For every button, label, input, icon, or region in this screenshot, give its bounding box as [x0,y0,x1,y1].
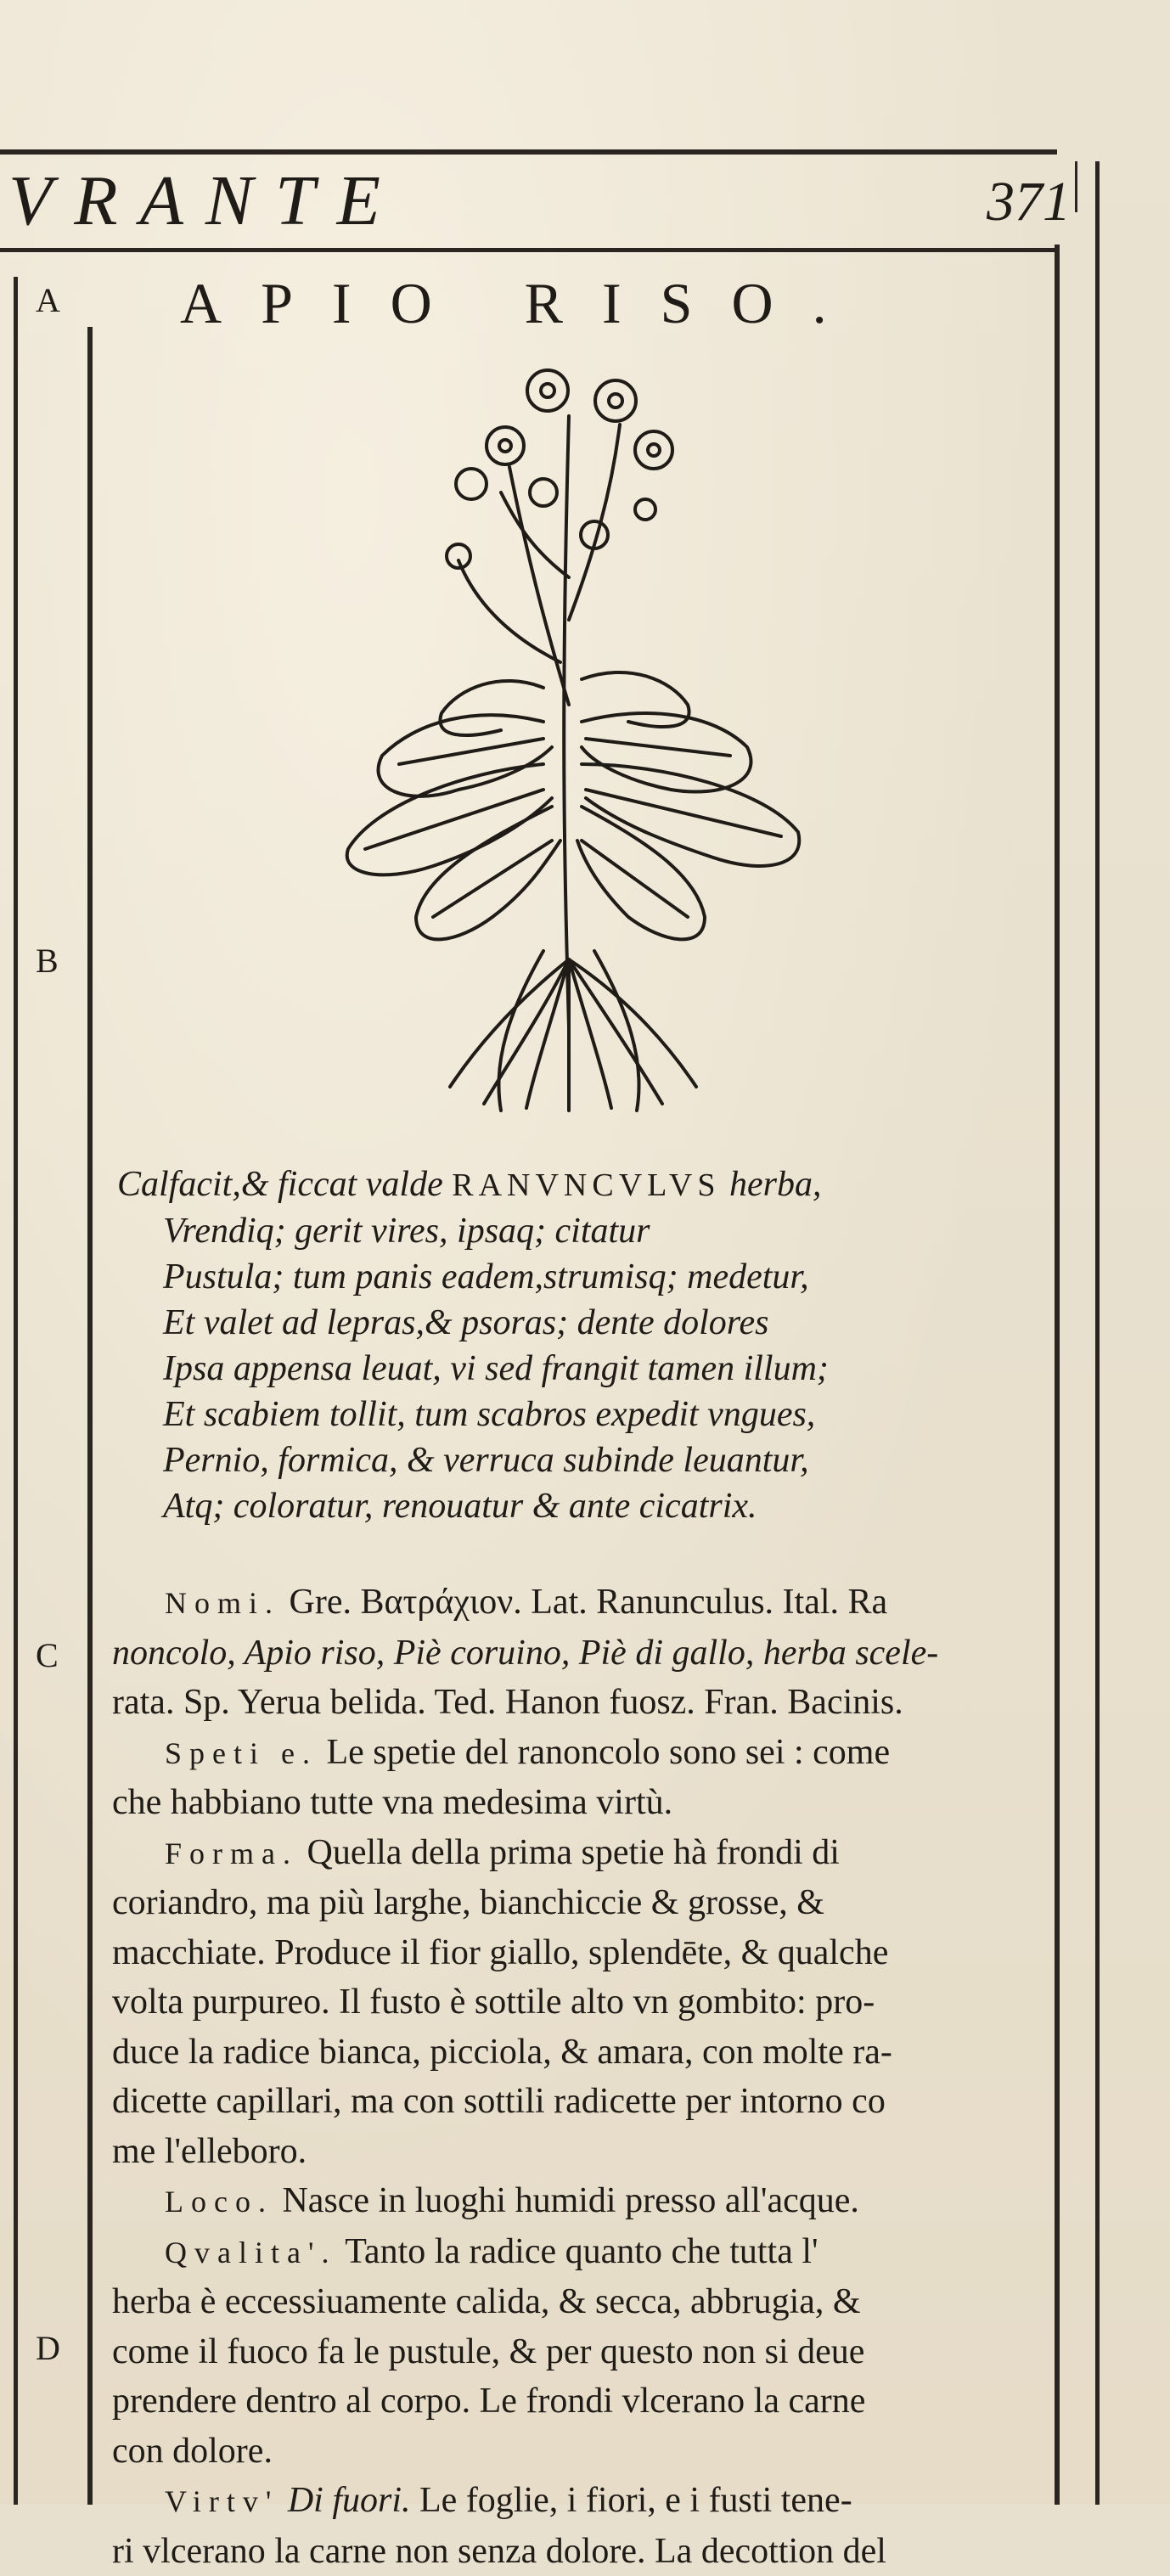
verse-line: Pernio, formica, & verruca subinde leuantur, [117,1437,1043,1483]
prose-line: Virtv' Di fuori. Le foglie, i fiori, e i fusti tene- [112,2476,1046,2527]
italian-prose [112,1578,1046,2576]
header-tick [1075,161,1077,212]
prose-line: con dolore. [112,2427,1046,2477]
prose-line: Qvalita'. Tanto la radice quanto che tutta l' [112,2227,1046,2278]
prose-line: ri vlcerano la carne non senza dolore. La decottion del [112,2527,1046,2576]
prose-line: duce la radice bianca, picciola, & amara, con molte ra- [112,2028,1046,2078]
margin-rule-right [1095,161,1100,2505]
prose-line: rata. Sp. Yerua belida. Ted. Hanon fuosz. Fran. Bacinis. [112,1678,1046,1728]
verse-line: Atq; coloratur, renouatur & ante cicatrix. [117,1483,1043,1529]
top-rule [0,149,1057,155]
margin-letter-b: B [36,941,59,981]
prose-line: dicette capillari, ma con sottili radicette per intorno co [112,2077,1046,2127]
running-title: VRANTE [8,160,402,242]
prose-line: herba è eccessiuamente calida, & secca, abbrugia, & [112,2277,1046,2327]
verse-line: Pustula; tum panis eadem,strumisq; medetur, [117,1254,1043,1300]
verse-line: Et scabiem tollit, tum scabros expedit vngues, [117,1392,1043,1437]
prose-line: noncolo, Apio riso, Piè coruino, Piè di gallo, herba scele- [112,1628,1046,1679]
prose-line: volta purpureo. Il fusto è sottile alto vn gombito: pro- [112,1977,1046,2028]
prose-line: come il fuoco fa le pustule, & per questo non si deue [112,2327,1046,2377]
header-rule [0,248,1057,252]
latin-verse [117,1161,1043,1529]
margin-letter-a: A [36,280,60,320]
prose-line: Loco. Nasce in luoghi humidi presso all'acque. [112,2176,1046,2227]
plant-woodcut-icon [289,365,866,1112]
verse-line: Calfacit,& ficcat valde RANVNCVLVS herba, [117,1161,1043,1208]
prose-line: prendere dentro al corpo. Le frondi vlcerano la carne [112,2376,1046,2427]
verse-line: Vrendiq; gerit vires, ipsaq; citatur [117,1208,1043,1254]
column-rule-left [87,327,93,2505]
prose-line: macchiate. Produce il fior giallo, splendēte, & qualche [112,1928,1046,1978]
prose-line: Speti e. Le spetie del ranoncolo sono sei : come [112,1728,1046,1779]
section-heading: APIO RISO. [180,270,866,337]
prose-line: Nomi. Gre. Βατράχιον. Lat. Ranunculus. Ital. Ra [112,1578,1046,1628]
verse-line: Ipsa appensa leuat, vi sed frangit tamen illum; [117,1346,1043,1392]
prose-line: coriandro, ma più larghe, bianchiccie & grosse, & [112,1878,1046,1928]
page-number: 371 [987,170,1071,234]
prose-line: me l'elleboro. [112,2127,1046,2177]
margin-rule-left [14,277,18,2505]
margin-letter-c: C [36,1635,59,1675]
margin-letter-d: D [36,2328,60,2368]
prose-line: Forma. Quella della prima spetie hà frondi di [112,1828,1046,1879]
prose-line: che habbiano tutte vna medesima virtù. [112,1778,1046,1828]
column-rule-right [1055,245,1060,2505]
verse-line: Et valet ad lepras,& psoras; dente dolores [117,1300,1043,1346]
